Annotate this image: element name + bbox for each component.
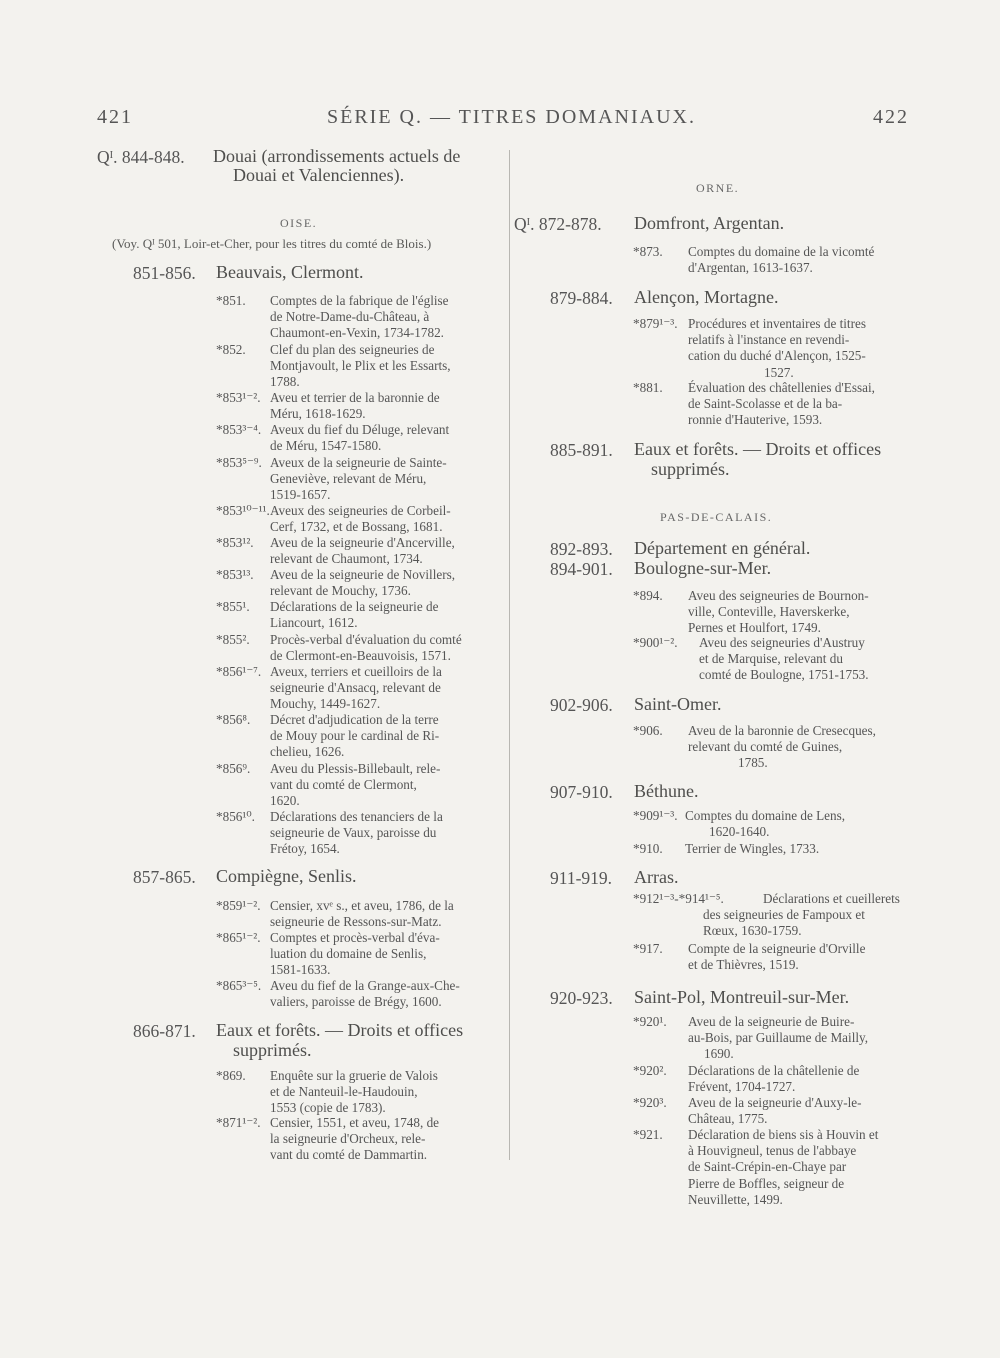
entry-line: Aveux de la seigneurie de Sainte- <box>270 455 447 470</box>
section-title: Boulogne-sur-Mer. <box>634 558 772 578</box>
section-title: Alençon, Mortagne. <box>634 287 779 307</box>
section-code: 857-865. <box>133 867 196 887</box>
section-code: 866-871. <box>133 1021 196 1041</box>
entry-line: Comptes de la fabrique de l'église <box>270 293 449 308</box>
section-code: 894-901. <box>550 559 613 579</box>
entry-number: *851. <box>216 293 246 308</box>
entry-line: Aveu de la seigneurie d'Ancerville, <box>270 535 455 550</box>
entry-line: 1527. <box>764 364 794 380</box>
entry-line: et de Marquise, relevant du <box>699 651 843 667</box>
section-title-cont: supprimés. <box>233 1040 312 1060</box>
entry-number: *900¹⁻². <box>633 635 678 650</box>
entry-line: Cerf, 1732, et de Bossang, 1681. <box>270 519 443 535</box>
entry-line: Comptes et procès-verbal d'éva- <box>270 930 440 945</box>
entry-line: Procédures et inventaires de titres <box>688 316 866 331</box>
entry-number: *920³. <box>633 1095 667 1110</box>
entry-line: Décret d'adjudication de la terre <box>270 712 439 727</box>
entry-number: *871¹⁻². <box>216 1115 261 1130</box>
entry-line: Chaumont-en-Vexin, 1734-1782. <box>270 325 444 341</box>
entry-line: 1553 (copie de 1783). <box>270 1100 386 1116</box>
entry-line: de Saint-Crépin-en-Chaye par <box>688 1159 847 1175</box>
section-code: 911-919. <box>550 868 613 888</box>
entry-line: relatifs à l'instance en revendi- <box>688 332 850 348</box>
entry-line: Aveu de la seigneurie d'Auxy-le- <box>688 1095 862 1110</box>
entry-line: Méru, 1618-1629. <box>270 406 366 422</box>
section-title: Département en général. <box>634 538 811 558</box>
entry-line: Liancourt, 1612. <box>270 615 358 631</box>
section-title: Eaux et forêts. — Droits et offices <box>216 1020 464 1040</box>
entry-line: Aveu des seigneuries de Bournon- <box>688 588 869 603</box>
page-number-right: 422 <box>873 106 909 128</box>
entry-number: *917. <box>633 941 663 956</box>
entry-line: et de Nanteuil-le-Haudouin, <box>270 1084 418 1100</box>
entry-line: Évaluation des châtellenies d'Essai, <box>688 380 875 395</box>
entry-number: *856¹⁻⁷. <box>216 664 262 679</box>
entry-line: Mouchy, 1449-1627. <box>270 696 381 712</box>
entry-number: *879¹⁻³. <box>633 316 678 331</box>
entry-line: 1620-1640. <box>709 824 770 840</box>
entry-line: seigneurie de Ressons-sur-Matz. <box>270 914 442 930</box>
entry-line: 1690. <box>704 1046 734 1062</box>
entry-line: Déclarations de la châtellenie de <box>688 1063 860 1078</box>
entry-line: la seigneurie d'Orcheux, rele- <box>270 1131 426 1147</box>
page-header-title: SÉRIE Q. — TITRES DOMANIAUX. <box>327 106 696 128</box>
entry-line: au-Bois, par Guillaume de Mailly, <box>688 1030 869 1046</box>
cross-reference-note: (Voy. Qᴵ 501, Loir-et-Cher, pour les titres du comté de Blois.) <box>112 236 432 251</box>
entry-line: Frétoy, 1654. <box>270 841 340 857</box>
entry-line: Aveux des seigneuries de Corbeil- <box>270 503 451 518</box>
entry-number: *855¹. <box>216 599 250 614</box>
entry-line: Enquête sur la gruerie de Valois <box>270 1068 438 1083</box>
entry-line: Aveu de la seigneurie de Novillers, <box>270 567 456 582</box>
entry-number: *873. <box>633 244 663 259</box>
entry-line: ronnie d'Hauterive, 1593. <box>688 412 823 428</box>
entry-number: *869. <box>216 1068 246 1083</box>
entry-line: Neuvillette, 1499. <box>688 1191 783 1207</box>
entry-line: Château, 1775. <box>688 1111 768 1127</box>
entry-line: Aveu du fief de la Grange-aux-Che- <box>270 978 460 993</box>
entry-number: *920¹. <box>633 1014 667 1029</box>
entry-line: Terrier de Wingles, 1733. <box>685 841 820 856</box>
entry-line: comté de Boulogne, 1751-1753. <box>699 667 869 683</box>
entry-line: de Méru, 1547-1580. <box>270 438 382 454</box>
entry-line: 1581-1633. <box>270 962 331 978</box>
entry-line: 1519-1657. <box>270 487 331 503</box>
entry-line: Aveu des seigneuries d'Austruy <box>699 635 865 650</box>
entry-line: Aveux, terriers et cueilloirs de la <box>270 664 442 679</box>
section-code: 920-923. <box>550 988 613 1008</box>
entry-number: *853¹². <box>216 535 254 550</box>
entry-line: Comptes du domaine de la vicomté <box>688 244 875 259</box>
entry-line: de Mouy pour le cardinal de Ri- <box>270 728 440 744</box>
section-title: Compiègne, Senlis. <box>216 866 357 886</box>
entry-line: seigneurie d'Ansacq, relevant de <box>270 680 441 696</box>
entry-number: *920². <box>633 1063 667 1078</box>
entry-line: cation du duché d'Alençon, 1525- <box>688 348 866 364</box>
entry-line: Aveu de la baronnie de Cresecques, <box>688 723 876 738</box>
entry-number: *865³⁻⁵. <box>216 978 262 993</box>
entry-line: et de Thièvres, 1519. <box>688 957 799 973</box>
entry-line: Déclarations des tenanciers de la <box>270 809 443 824</box>
section-title: Saint-Pol, Montreuil-sur-Mer. <box>634 987 850 1007</box>
entry-line: 1785. <box>738 755 768 771</box>
entry-line: Censier, 1551, et aveu, 1748, de <box>270 1115 440 1130</box>
entry-number: *853⁵⁻⁹. <box>216 455 262 470</box>
entry-line: Pernes et Houlfort, 1749. <box>688 620 821 636</box>
entry-line: Déclarations et cueillerets <box>763 891 900 906</box>
entry-number: *855². <box>216 632 250 647</box>
section-title-cont: supprimés. <box>651 459 730 479</box>
entry-line: 1620. <box>270 793 300 809</box>
entry-line: chelieu, 1626. <box>270 744 345 760</box>
entry-line: à Houvigneul, tenus de l'abbaye <box>688 1143 857 1159</box>
entry-line: seigneurie de Vaux, paroisse du <box>270 825 437 841</box>
entry-number: *853³⁻⁴. <box>216 422 262 437</box>
entry-line: Montjavoult, le Plix et les Essarts, <box>270 358 451 374</box>
entry-line: Comptes du domaine de Lens, <box>685 808 846 823</box>
section-title: Eaux et forêts. — Droits et offices <box>634 439 882 459</box>
entry-line: valiers, paroisse de Brégy, 1600. <box>270 994 442 1010</box>
entry-line: Rœux, 1630-1759. <box>703 923 802 939</box>
entry-number: *909¹⁻³. <box>633 808 678 823</box>
region-heading: OISE. <box>280 216 318 230</box>
entry-line: vant du comté de Dammartin. <box>270 1147 428 1163</box>
section-code: 885-891. <box>550 440 613 460</box>
entry-line: Frévent, 1704-1727. <box>688 1079 796 1095</box>
entry-line: Pierre de Boffles, seigneur de <box>688 1175 845 1191</box>
entry-number: *881. <box>633 380 663 395</box>
entry-line: d'Argentan, 1613-1637. <box>688 260 813 276</box>
entry-line: Geneviève, relevant de Méru, <box>270 471 427 487</box>
entry-number: *859¹⁻². <box>216 898 261 913</box>
entry-number: *921. <box>633 1127 663 1142</box>
region-heading: PAS-DE-CALAIS. <box>660 510 773 524</box>
entry-line: Procès-verbal d'évaluation du comté <box>270 632 462 647</box>
entry-line: 1788. <box>270 374 300 390</box>
entry-line: Aveux du fief du Déluge, relevant <box>270 422 450 437</box>
section-title: Douai (arrondissements actuels de <box>213 146 461 166</box>
entry-line: Déclarations de la seigneurie de <box>270 599 439 614</box>
section-title: Béthune. <box>634 781 699 801</box>
entry-line: Aveu du Plessis-Billebault, rele- <box>270 761 441 776</box>
entry-line: Clef du plan des seigneuries de <box>270 342 435 357</box>
entry-line: Compte de la seigneurie d'Orville <box>688 941 866 956</box>
page-number-left: 421 <box>97 106 133 128</box>
section-code: Qᴵ. 872-878. <box>514 214 602 234</box>
entry-number: *853¹⁻². <box>216 390 261 405</box>
entry-number: *865¹⁻². <box>216 930 261 945</box>
entry-number: *894. <box>633 588 663 603</box>
section-title: Saint-Omer. <box>634 694 722 714</box>
entry-number: *853¹³. <box>216 567 254 582</box>
entry-line: de Saint-Scolasse et de la ba- <box>688 396 843 412</box>
section-code: 879-884. <box>550 288 613 308</box>
entry-line: Aveu de la seigneurie de Buire- <box>688 1014 855 1029</box>
entry-line: des seigneuries de Fampoux et <box>703 907 865 923</box>
entry-line: Censier, xvᵉ s., et aveu, 1786, de la <box>270 898 454 913</box>
section-code: Qᴵ. 844-848. <box>97 147 185 167</box>
entry-line: luation du domaine de Senlis, <box>270 946 427 962</box>
entry-line: Aveu et terrier de la baronnie de <box>270 390 440 405</box>
entry-number: *856⁸. <box>216 712 251 727</box>
entry-line: Déclaration de biens sis à Houvin et <box>688 1127 879 1142</box>
section-code: 851-856. <box>133 263 196 283</box>
section-code: 907-910. <box>550 782 613 802</box>
entry-line: de Notre-Dame-du-Château, à <box>270 309 430 325</box>
section-title-cont: Douai et Valenciennes). <box>233 165 405 185</box>
entry-line: relevant du comté de Guines, <box>688 739 843 755</box>
column-divider <box>509 150 510 1160</box>
entry-number: *910. <box>633 841 663 856</box>
entry-number: *852. <box>216 342 246 357</box>
section-title: Beauvais, Clermont. <box>216 262 364 282</box>
entry-line: relevant de Chaumont, 1734. <box>270 551 423 567</box>
section-code: 892-893. <box>550 539 613 559</box>
section-title: Arras. <box>634 867 679 887</box>
entry-number: *906. <box>633 723 663 738</box>
entry-line: ville, Conteville, Haverskerke, <box>688 604 850 620</box>
entry-number: *853¹⁰⁻¹¹. <box>216 503 270 518</box>
section-code: 902-906. <box>550 695 613 715</box>
entry-line: relevant de Mouchy, 1736. <box>270 583 411 599</box>
entry-line: vant du comté de Clermont, <box>270 777 417 793</box>
section-title: Domfront, Argentan. <box>634 213 785 233</box>
entry-number: *912¹⁻³-*914¹⁻⁵. <box>633 891 724 906</box>
entry-number: *856⁹. <box>216 761 251 776</box>
entry-number: *856¹⁰. <box>216 809 255 824</box>
region-heading: ORNE. <box>696 181 740 195</box>
entry-line: de Clermont-en-Beauvoisis, 1571. <box>270 648 451 664</box>
